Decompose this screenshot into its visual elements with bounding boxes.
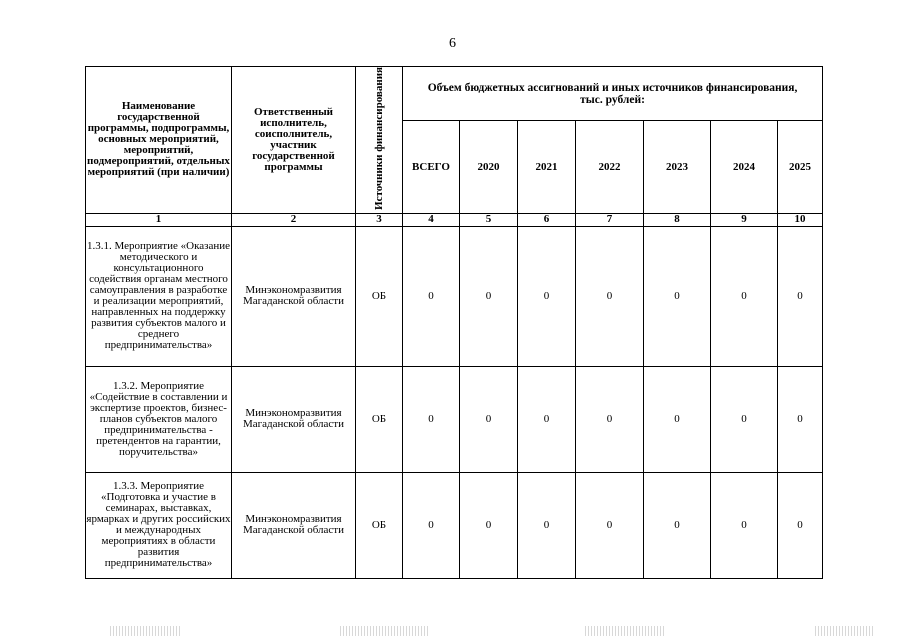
value-total: 0 [403, 472, 460, 578]
budget-table [85, 66, 823, 579]
column-number: 3 [356, 213, 403, 226]
executor-cell: Минэкономразвития Магаданской области [232, 226, 356, 366]
source-cell: ОБ [356, 226, 403, 366]
table-row [86, 366, 823, 472]
value-2025: 0 [778, 366, 823, 472]
column-number: 4 [403, 213, 460, 226]
value-2024: 0 [711, 472, 778, 578]
header-year-2023: 2023 [644, 121, 711, 214]
value-2025: 0 [778, 226, 823, 366]
header-year-2024: 2024 [711, 121, 778, 214]
column-number: 7 [576, 213, 644, 226]
header-year-2021: 2021 [518, 121, 576, 214]
scan-noise [110, 626, 180, 636]
scan-noise [815, 626, 875, 636]
value-total: 0 [403, 226, 460, 366]
source-cell: ОБ [356, 366, 403, 472]
column-number: 6 [518, 213, 576, 226]
scan-noise [585, 626, 665, 636]
value-2020: 0 [460, 366, 518, 472]
column-number-row [86, 213, 823, 226]
header-year-2025: 2025 [778, 121, 823, 214]
table-row [86, 472, 823, 578]
value-2023: 0 [644, 366, 711, 472]
table-row [86, 226, 823, 366]
column-number: 5 [460, 213, 518, 226]
column-number: 9 [711, 213, 778, 226]
header-name: Наименование государственной программы, подпрограммы, основных мероприятий, мероприятий, подмероприятий, отдельных мероприятий (при наличии) [86, 67, 232, 214]
scan-noise [340, 626, 430, 636]
value-2025: 0 [778, 472, 823, 578]
value-2024: 0 [711, 366, 778, 472]
value-2024: 0 [711, 226, 778, 366]
header-source-text: Источники финансирования [372, 67, 385, 210]
header-year-2022: 2022 [576, 121, 644, 214]
value-2023: 0 [644, 226, 711, 366]
value-2022: 0 [576, 472, 644, 578]
value-2020: 0 [460, 226, 518, 366]
header-executor: Ответственный исполнитель, соисполнитель, участник государственной программы [232, 67, 356, 214]
measure-name: 1.3.3. Мероприятие «Подготовка и участие в семинарах, выставках, ярмарках и других российских и международных мероприятиях в области развития предпринимательства» [86, 472, 232, 578]
header-funding: Объем бюджетных ассигнований и иных источников финансирования, тыс. рублей: [403, 67, 823, 121]
column-number: 1 [86, 213, 232, 226]
executor-cell: Минэкономразвития Магаданской области [232, 472, 356, 578]
value-2023: 0 [644, 472, 711, 578]
measure-name: 1.3.1. Мероприятие «Оказание методического и консультационного содействия органам местного самоуправления в разработке и реализации мероприятий, направленных на поддержку развития субъектов малого и среднего предпринимательства» [86, 226, 232, 366]
header-source [356, 67, 403, 214]
measure-name: 1.3.2. Мероприятие «Содействие в составлении и экспертизе проектов, бизнес-планов субъектов малого предпринимательства - претендентов на гарантии, поручительства» [86, 366, 232, 472]
executor-cell: Минэкономразвития Магаданской области [232, 366, 356, 472]
column-number: 10 [778, 213, 823, 226]
column-number: 2 [232, 213, 356, 226]
value-2021: 0 [518, 472, 576, 578]
page-number: 6 [449, 36, 456, 51]
source-cell: ОБ [356, 472, 403, 578]
value-2021: 0 [518, 226, 576, 366]
value-2021: 0 [518, 366, 576, 472]
column-number: 8 [644, 213, 711, 226]
value-2022: 0 [576, 366, 644, 472]
header-year-2020: 2020 [460, 121, 518, 214]
value-2022: 0 [576, 226, 644, 366]
value-total: 0 [403, 366, 460, 472]
value-2020: 0 [460, 472, 518, 578]
header-year-total: ВСЕГО [403, 121, 460, 214]
